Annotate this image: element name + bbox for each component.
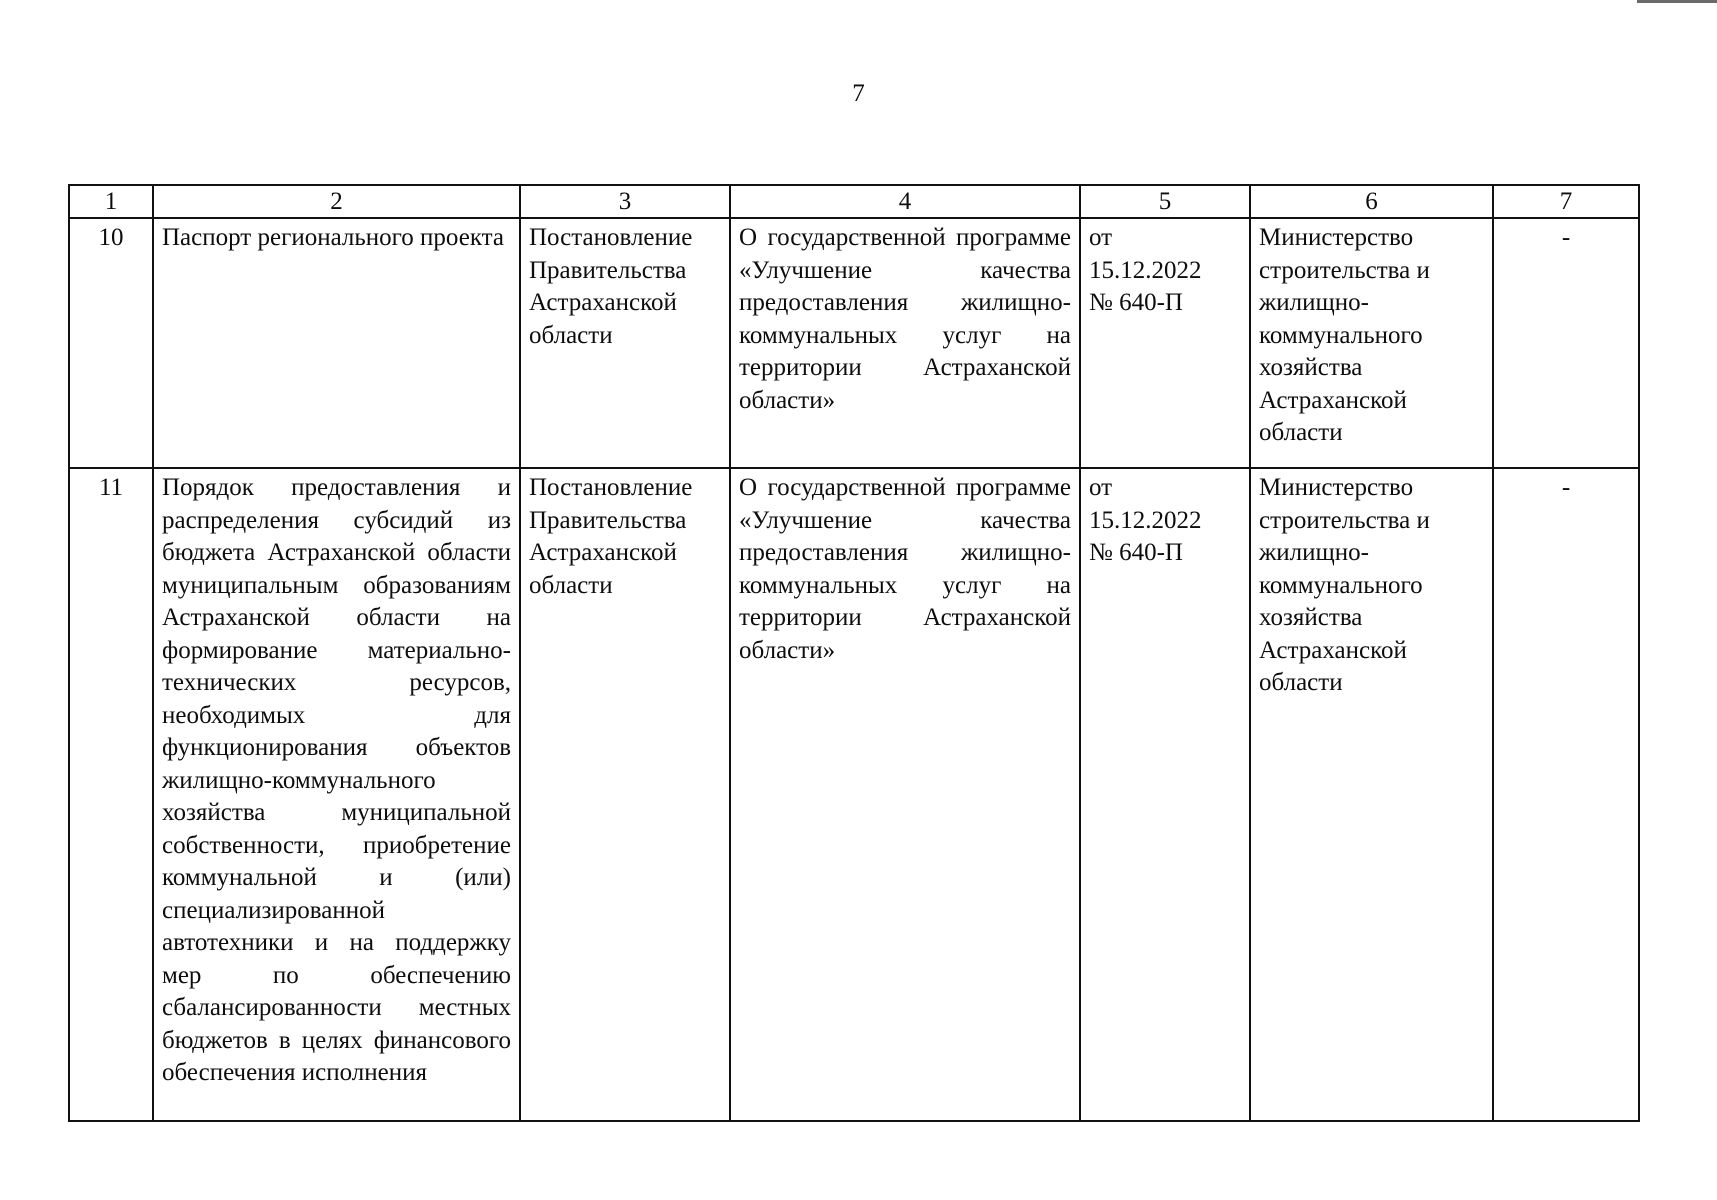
row-number-cell: 11 bbox=[69, 468, 153, 1121]
document-name-cell bbox=[153, 218, 520, 468]
document-name-cell bbox=[153, 468, 520, 1121]
document-type-cell bbox=[520, 468, 730, 1121]
row-number-cell: 10 bbox=[69, 218, 153, 468]
column-header: 2 bbox=[153, 185, 520, 218]
column-header: 7 bbox=[1493, 185, 1639, 218]
document-type-cell bbox=[520, 218, 730, 468]
document-name-text: Порядок предоставления и распределения субсидий из бюджета Астраханской области муниципальным образованиям Астраханской области на формирование материально-технических ресурсов, необходимых для функционирования объектов жилищно-коммунального хозяйства муниципальной собственности, приобретение коммунальной и (или) специализированной автотехники и на поддержку мер по обеспечению сбалансированности местных бюджетов в целях финансового обеспечения исполнения bbox=[162, 474, 511, 1086]
table-row bbox=[69, 218, 1639, 468]
document-type-text: Постановление Правительства Астраханской области bbox=[529, 474, 693, 599]
column-header: 1 bbox=[69, 185, 153, 218]
executor-text: Министерство строительства и жилищно-коммунального хозяйства Астраханской области bbox=[1259, 224, 1430, 446]
note-cell: - bbox=[1493, 218, 1639, 468]
document-name-text: Паспорт регионального проекта bbox=[162, 224, 504, 251]
documents-table bbox=[68, 184, 1640, 1122]
column-header: 4 bbox=[730, 185, 1080, 218]
page-number: 7 bbox=[852, 80, 865, 107]
note-cell: - bbox=[1493, 468, 1639, 1121]
document-date-text: от 15.12.2022 № 640-П bbox=[1089, 474, 1202, 566]
table-header-row bbox=[69, 185, 1639, 218]
column-header: 5 bbox=[1080, 185, 1250, 218]
document-subject-cell bbox=[730, 468, 1080, 1121]
table-row bbox=[69, 468, 1639, 1121]
document-subject-text: О государственной программе «Улучшение качества предоставления жилищно-коммунальных услуг на территории Астраханской области» bbox=[739, 474, 1071, 664]
document-date-text: от 15.12.2022 № 640-П bbox=[1089, 224, 1202, 316]
document-date-cell bbox=[1080, 218, 1250, 468]
executor-cell bbox=[1250, 218, 1493, 468]
document-subject-cell bbox=[730, 218, 1080, 468]
document-date-cell bbox=[1080, 468, 1250, 1121]
executor-cell bbox=[1250, 468, 1493, 1121]
scan-corner-mark bbox=[1637, 0, 1717, 3]
column-header: 6 bbox=[1250, 185, 1493, 218]
document-type-text: Постановление Правительства Астраханской области bbox=[529, 224, 693, 349]
executor-text: Министерство строительства и жилищно-коммунального хозяйства Астраханской области bbox=[1259, 474, 1430, 696]
document-subject-text: О государственной программе «Улучшение качества предоставления жилищно-коммунальных услуг на территории Астраханской области» bbox=[739, 224, 1071, 414]
column-header: 3 bbox=[520, 185, 730, 218]
